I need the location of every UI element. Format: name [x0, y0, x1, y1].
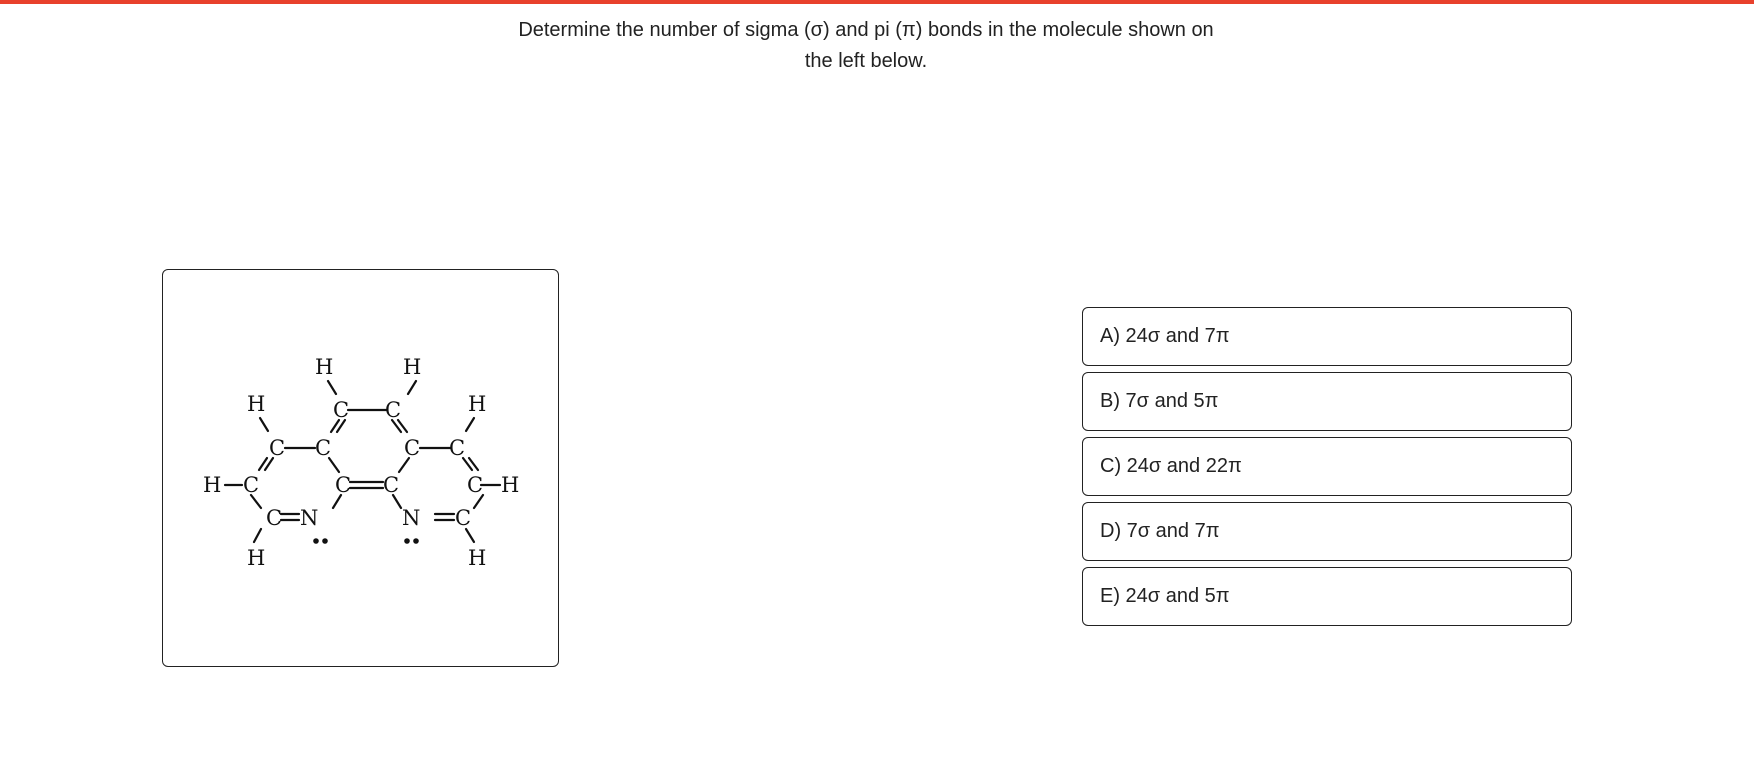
atom-h: H: [203, 473, 222, 497]
choice-label: C) 24σ and 22π: [1100, 455, 1242, 477]
choice-c-button[interactable]: [1082, 437, 1572, 496]
lone-pair-dot: [413, 538, 419, 544]
atom-h: H: [315, 355, 334, 379]
choice-label: B) 7σ and 5π: [1100, 390, 1219, 412]
lone-pair-dot: [322, 538, 328, 544]
atom-c: C: [315, 436, 332, 460]
question-line-2: the left below.: [804, 50, 928, 72]
atom-h: H: [468, 546, 487, 570]
atom-n: N: [402, 506, 421, 530]
bond: [329, 458, 339, 472]
atom-c: C: [383, 473, 400, 497]
bond: [466, 529, 474, 542]
answer-choices: [1082, 307, 1572, 632]
lone-pair-dot: [404, 538, 410, 544]
choice-b-button[interactable]: [1082, 372, 1572, 431]
molecule-image-panel: [162, 269, 559, 667]
choice-e-button[interactable]: [1082, 567, 1572, 626]
question-text: [466, 15, 1266, 77]
atom-h: H: [247, 392, 266, 416]
choice-d-button[interactable]: [1082, 502, 1572, 561]
bond: [254, 529, 261, 542]
atom-h: H: [247, 546, 266, 570]
question-line-1: Determine the number of sigma (σ) and pi (π) bonds in the molecule shown on: [518, 19, 1214, 41]
molecule-structure: [163, 270, 560, 668]
atom-n: N: [300, 506, 319, 530]
bond: [328, 381, 336, 394]
lone-pair-dot: [313, 538, 319, 544]
bond: [260, 418, 268, 431]
atom-c: C: [243, 473, 260, 497]
atom-c: C: [269, 436, 286, 460]
top-accent-bar: [0, 0, 1754, 4]
atom-c: C: [333, 398, 350, 422]
bond: [408, 381, 416, 394]
bond: [466, 418, 474, 431]
atom-c: C: [266, 506, 283, 530]
atom-c: C: [385, 398, 402, 422]
atom-h: H: [468, 392, 487, 416]
choice-label: E) 24σ and 5π: [1100, 585, 1230, 607]
atom-c: C: [335, 473, 352, 497]
atom-c: C: [467, 473, 484, 497]
atom-h: H: [501, 473, 520, 497]
choice-label: D) 7σ and 7π: [1100, 520, 1220, 542]
atom-h: H: [403, 355, 422, 379]
bond: [399, 458, 409, 472]
choice-label: A) 24σ and 7π: [1100, 325, 1230, 347]
atom-c: C: [404, 436, 421, 460]
choice-a-button[interactable]: [1082, 307, 1572, 366]
atom-c: C: [455, 506, 472, 530]
atom-c: C: [449, 436, 466, 460]
lone-pairs: [313, 538, 419, 544]
